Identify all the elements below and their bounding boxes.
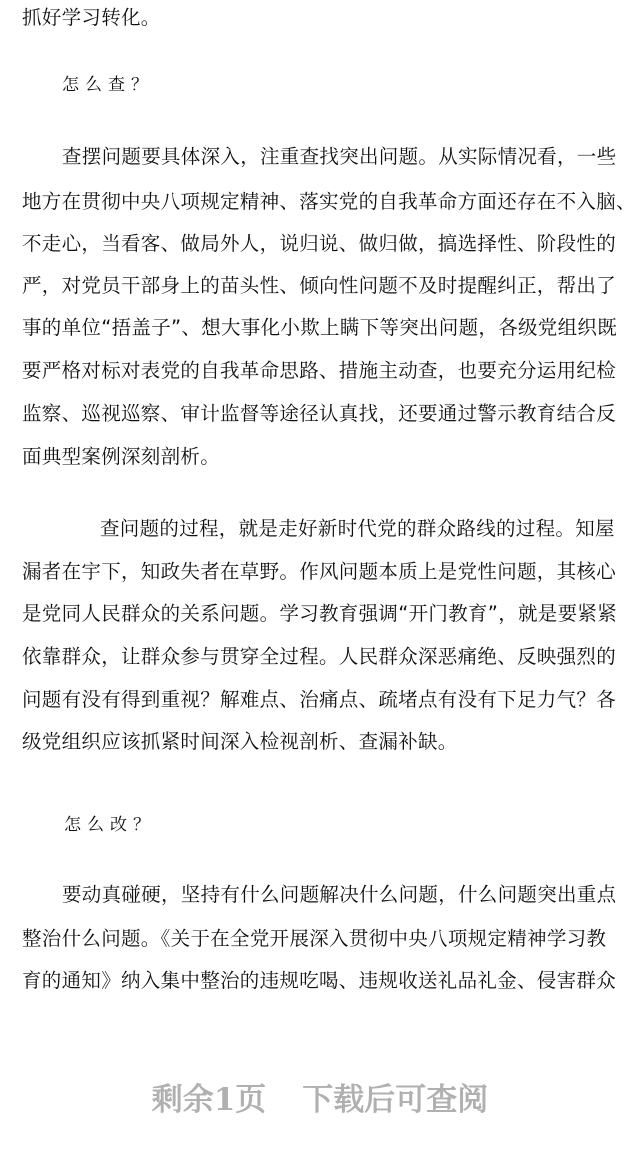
text-line: 地方在贯彻中央八项规定精神、落实党的自我革命方面还存在不入脑、 <box>22 190 636 213</box>
text-line: 不走心，当看客、做局外人，说归说、做归做，搞选择性、阶段性的 <box>22 232 617 255</box>
text-line: 事的单位“捂盖子”、想大事化小欺上瞒下等突出问题，各级党组织既 <box>22 316 618 339</box>
text-line: 严，对党员干部身上的苗头性、倾向性问题不及时提醒纠正，帮出了 <box>22 274 617 297</box>
text-line: 面典型案例深刻剖析。 <box>22 445 221 468</box>
text-line: 要动真碰硬，坚持有什么问题解决什么问题，什么问题突出重点 <box>62 883 617 906</box>
download-prompt-footer[interactable] <box>0 1078 640 1122</box>
text-line: 要严格对标对表党的自我革命思路、措施主动查，也要充分运用纪检 <box>22 359 617 382</box>
text-line: 抓好学习转化。 <box>22 6 161 29</box>
text-line: 漏者在宇下，知政失者在草野。作风问题本质上是党性问题，其核心 <box>22 560 617 583</box>
text-line: 是党同人民群众的关系问题。学习教育强调“开门教育”，就是要紧紧 <box>22 602 618 625</box>
text-line: 查摆问题要具体深入，注重查找突出问题。从实际情况看，一些 <box>62 145 617 168</box>
text-line: 级党组织应该抓紧时间深入检视剖析、查漏补缺。 <box>22 730 458 753</box>
remaining-pages-label: 剩余1页 <box>151 1082 267 1118</box>
download-to-view-label: 下载后可查阅 <box>302 1082 489 1118</box>
section-heading: 怎么改？ <box>64 815 156 835</box>
text-line: 依靠群众，让群众参与贯穿全过程。人民群众深恶痛绝、反映强烈的 <box>22 645 617 668</box>
text-line: 问题有没有得到重视？解难点、治痛点、疏堵点有没有下足力气？各 <box>22 688 617 711</box>
text-line: 查问题的过程，就是走好新时代党的群众路线的过程。知屋 <box>100 517 615 540</box>
text-line: 整治什么问题。《关于在全党开展深入贯彻中央八项规定精神学习教 <box>22 927 607 950</box>
text-line: 监察、巡视巡察、审计监督等途径认真找，还要通过警示教育结合反 <box>22 402 617 425</box>
text-line: 育的通知》纳入集中整治的违规吃喝、违规收送礼品礼金、侵害群众 <box>22 969 617 992</box>
section-heading: 怎么查？ <box>62 75 154 95</box>
